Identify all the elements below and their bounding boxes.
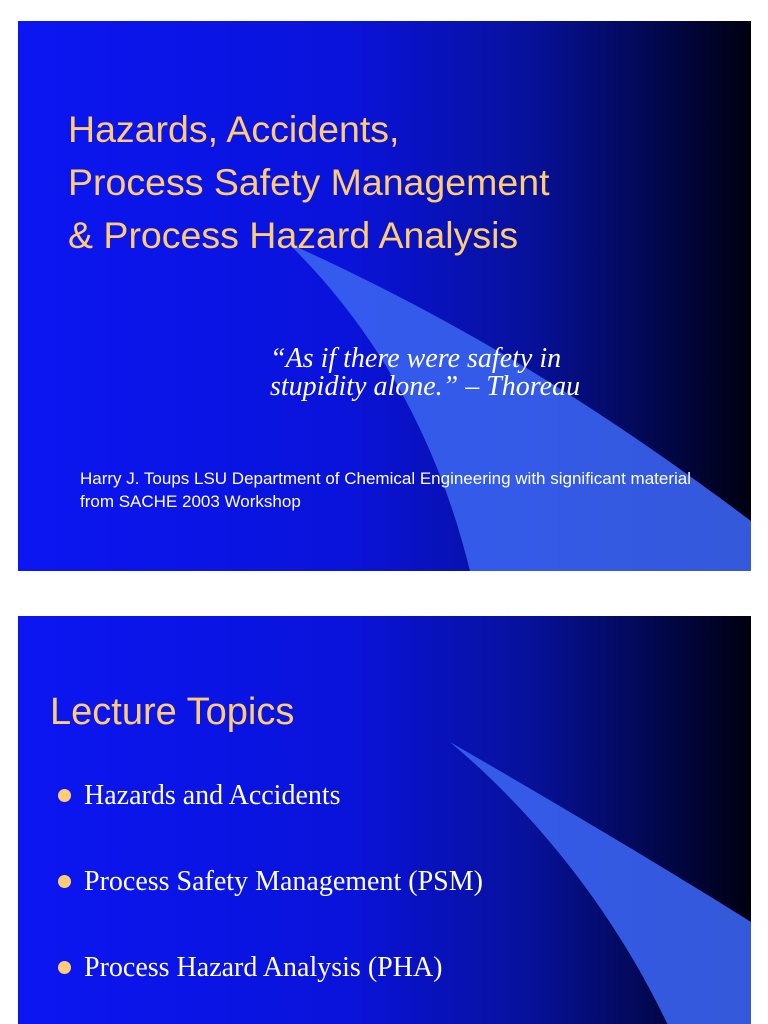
title-line: Process Safety Management — [68, 161, 550, 203]
bullet-icon — [58, 961, 71, 974]
title-line: Hazards, Accidents, — [68, 108, 400, 150]
list-item-text: Process Safety Management (PSM) — [84, 866, 483, 897]
slide-2-title: Lecture Topics — [50, 691, 295, 733]
bullet-icon — [58, 789, 71, 802]
title-line: & Process Hazard Analysis — [68, 214, 519, 256]
author-credit: Harry J. Toups LSU Department of Chemical Engineering with significant material from SACHE 2003 Workshop — [80, 469, 692, 511]
slide-1-title — [68, 103, 550, 262]
list-item-text: Hazards and Accidents — [84, 780, 341, 811]
slide-title — [18, 21, 751, 571]
topic-list — [58, 776, 483, 1024]
list-item — [58, 862, 483, 948]
slide-lecture-topics — [18, 616, 751, 1024]
quote-line: “As if there were safety in — [270, 343, 562, 374]
quote-line: stupidity alone.” – Thoreau — [270, 371, 581, 402]
thoreau-quote — [270, 345, 580, 401]
list-item — [58, 948, 483, 1024]
list-item-text: Process Hazard Analysis (PHA) — [84, 952, 443, 983]
bullet-icon — [58, 875, 71, 888]
list-item — [58, 776, 483, 862]
